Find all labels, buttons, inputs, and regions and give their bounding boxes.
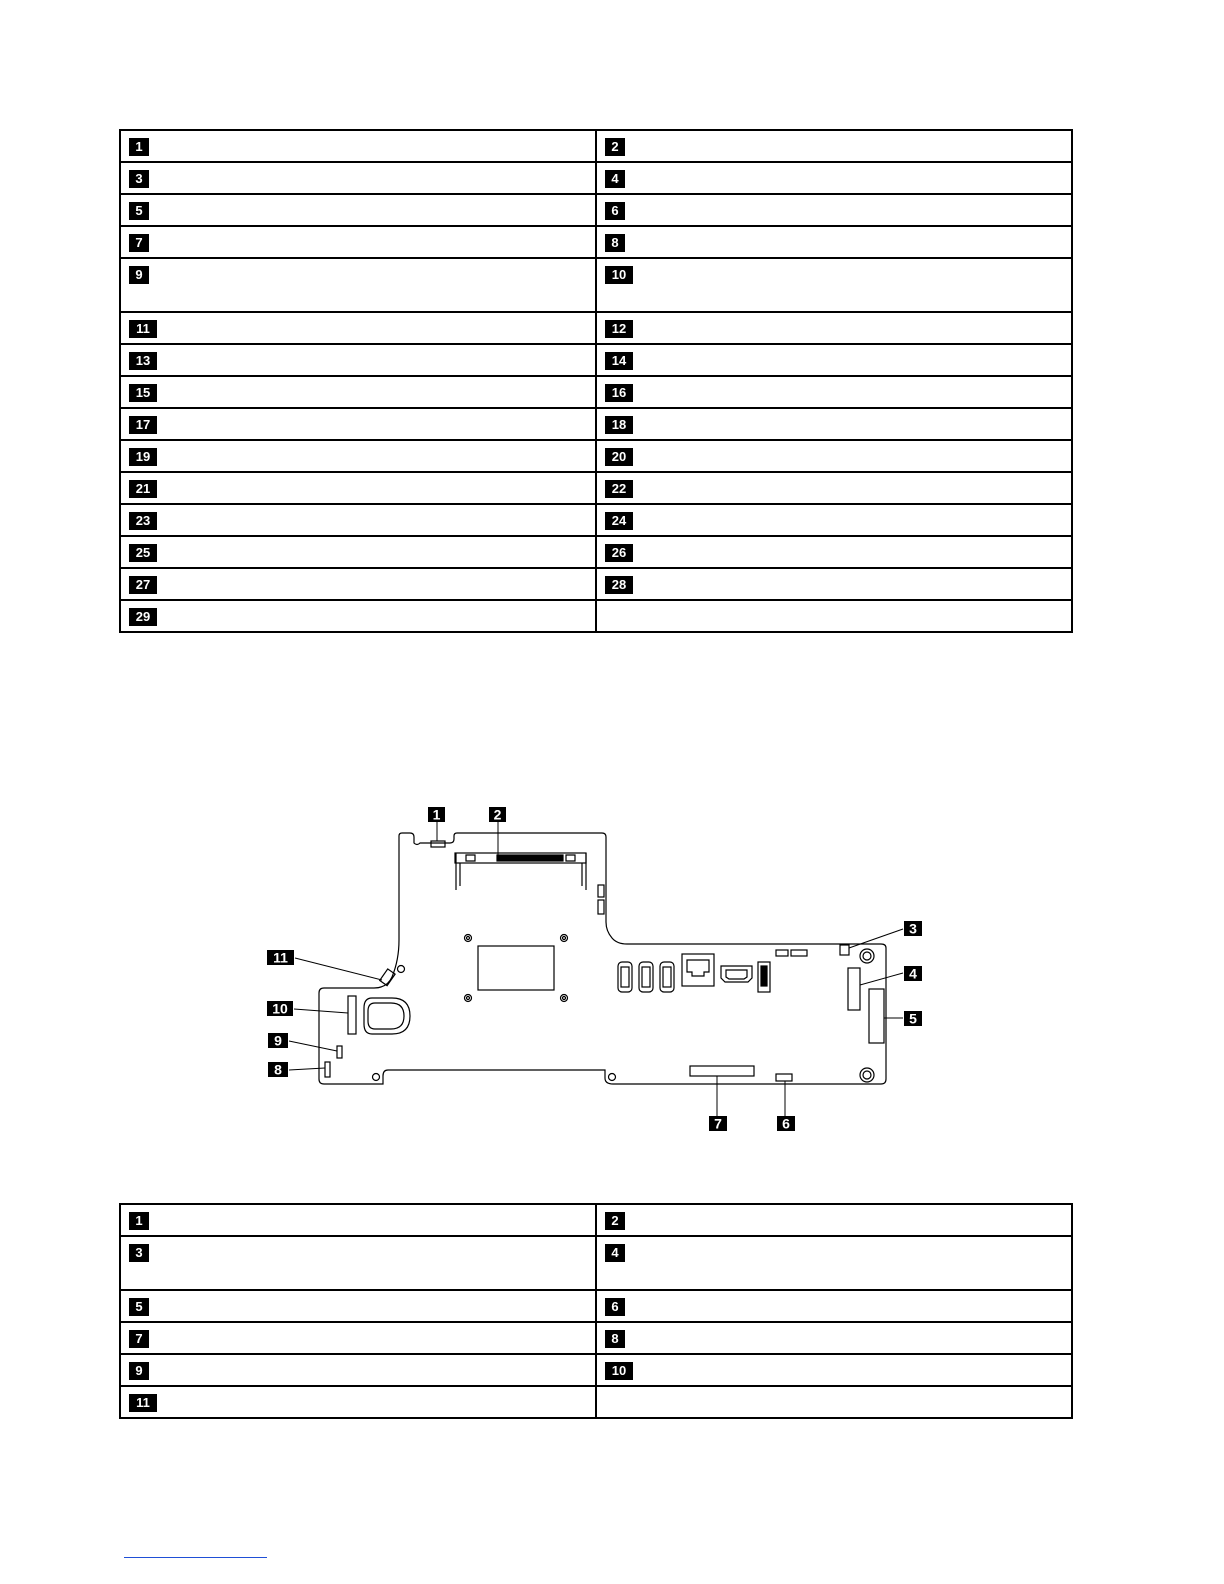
table-row	[120, 1290, 1072, 1322]
callout-6	[777, 1116, 795, 1132]
legend-badge: 5	[129, 1298, 149, 1316]
legend-cell	[120, 1322, 596, 1354]
connector-8	[325, 1062, 330, 1077]
svg-text:2: 2	[493, 806, 502, 823]
legend-cell	[596, 1322, 1072, 1354]
svg-text:3: 3	[909, 920, 917, 937]
legend-badge: 2	[605, 138, 625, 156]
ethernet-port	[682, 954, 714, 986]
empty-cell	[596, 1386, 1072, 1418]
legend-badge: 14	[605, 352, 633, 370]
legend-badge: 29	[129, 608, 157, 626]
svg-text:4: 4	[909, 965, 917, 982]
legend-badge: 16	[605, 384, 633, 402]
legend-badge: 2	[605, 1212, 625, 1230]
callout-4	[904, 966, 922, 982]
legend-badge: 21	[129, 480, 157, 498]
legend-badge: 6	[605, 202, 625, 220]
legend-badge: 4	[605, 1244, 625, 1262]
legend-cell	[596, 1204, 1072, 1236]
legend-badge: 11	[129, 320, 157, 338]
connector-9	[337, 1046, 342, 1058]
table-row	[120, 1386, 1072, 1418]
video-port	[721, 966, 752, 982]
connector-10	[348, 996, 356, 1034]
svg-text:9: 9	[274, 1032, 282, 1049]
legend-badge: 17	[129, 416, 157, 434]
audio-connector	[758, 962, 770, 992]
legend-badge: 3	[129, 170, 149, 188]
svg-text:5: 5	[909, 1010, 917, 1027]
legend-badge: 4	[605, 170, 625, 188]
svg-text:6: 6	[782, 1115, 790, 1132]
legend-badge: 8	[605, 234, 625, 252]
legend-badge: 9	[129, 1362, 149, 1380]
legend-badge: 18	[605, 416, 633, 434]
svg-text:11: 11	[273, 949, 288, 966]
table-row	[120, 1204, 1072, 1236]
svg-text:10: 10	[272, 1000, 288, 1017]
callout-2	[489, 807, 506, 823]
legend-badge: 25	[129, 544, 157, 562]
connector-4	[848, 968, 860, 1010]
legend-badge: 24	[605, 512, 633, 530]
connector-7	[690, 1066, 754, 1076]
legend-badge: 6	[605, 1298, 625, 1316]
table-row	[120, 1354, 1072, 1386]
coin-cell-battery	[364, 998, 410, 1034]
legend-badge: 10	[605, 1362, 633, 1380]
legend-badge: 23	[129, 512, 157, 530]
svg-text:1: 1	[432, 806, 441, 823]
svg-text:7: 7	[714, 1115, 722, 1132]
legend-badge: 12	[605, 320, 633, 338]
legend-cell	[120, 1354, 596, 1386]
table-row	[120, 1322, 1072, 1354]
processor-area	[478, 946, 554, 990]
legend-badge: 11	[129, 1394, 157, 1412]
legend-badge: 27	[129, 576, 157, 594]
bottom-legend-table	[119, 1203, 1073, 1419]
legend-badge: 5	[129, 202, 149, 220]
legend-badge: 22	[605, 480, 633, 498]
legend-badge: 13	[129, 352, 157, 370]
legend-badge: 7	[129, 234, 149, 252]
legend-badge: 8	[605, 1330, 625, 1348]
legend-cell	[596, 1236, 1072, 1290]
connector-3	[840, 945, 849, 955]
legend-badge: 28	[605, 576, 633, 594]
callout-1	[428, 807, 445, 823]
callout-5	[904, 1011, 922, 1027]
connector-1	[431, 841, 445, 847]
legend-badge: 1	[129, 1212, 149, 1230]
legend-cell	[596, 1354, 1072, 1386]
callout-8	[268, 1062, 288, 1078]
footer-link-underline[interactable]	[124, 1557, 267, 1558]
legend-cell	[120, 1204, 596, 1236]
legend-badge: 20	[605, 448, 633, 466]
board-outline	[319, 833, 886, 1084]
callout-3	[904, 921, 922, 937]
legend-cell	[596, 1290, 1072, 1322]
legend-badge: 19	[129, 448, 157, 466]
callout-9	[268, 1033, 288, 1049]
legend-badge: 3	[129, 1244, 149, 1262]
legend-cell	[120, 1386, 596, 1418]
table-row	[120, 1236, 1072, 1290]
usb-ports	[618, 962, 674, 992]
legend-badge: 1	[129, 138, 149, 156]
legend-badge: 26	[605, 544, 633, 562]
connector-6	[776, 1074, 792, 1081]
legend-badge: 10	[605, 266, 633, 284]
legend-cell	[120, 1290, 596, 1322]
legend-badge: 9	[129, 266, 149, 284]
callout-11	[267, 950, 294, 966]
legend-badge: 7	[129, 1330, 149, 1348]
svg-text:8: 8	[274, 1061, 282, 1078]
connector-5	[869, 989, 884, 1043]
callout-7	[709, 1116, 727, 1132]
callout-10	[267, 1001, 293, 1017]
legend-cell	[120, 1236, 596, 1290]
legend-badge: 15	[129, 384, 157, 402]
